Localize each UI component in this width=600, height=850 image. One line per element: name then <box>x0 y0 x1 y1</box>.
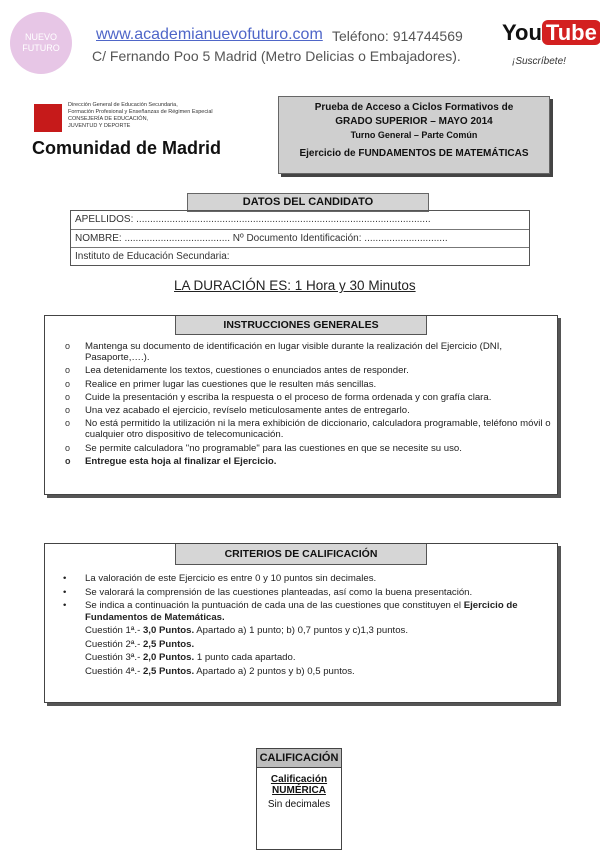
instructions-title: INSTRUCCIONES GENERALES <box>175 316 427 335</box>
criteria-b3-text: Se indica a continuación la puntuación de cada una de las cuestiones que constituyen el <box>85 600 462 611</box>
grade-no-decimals: Sin decimales <box>267 799 331 810</box>
instructions-section <box>44 315 558 495</box>
name-document-field[interactable]: NOMBRE: ...................................... Nº Documento Identificación: .............................. <box>71 230 529 249</box>
list-item <box>63 600 549 623</box>
exam-line4: Ejercicio de FUNDAMENTOS DE MATEMÁTICAS <box>299 148 529 159</box>
logo-line2: FUTURO <box>22 43 60 53</box>
list-item: o Una vez acabado el ejercicio, revíselo meticulosamente antes de entregarlo. <box>65 405 551 416</box>
question-detail: Apartado a) 1 punto; b) 0,7 puntos y c)1,3 puntos. <box>196 625 409 636</box>
madrid-department <box>68 102 213 130</box>
grade-numeric: NUMÉRICA <box>272 785 326 796</box>
list-item <box>63 625 549 637</box>
candidate-data-form <box>70 210 530 266</box>
exam-line1: Prueba de Acceso a Ciclos Formativos de <box>314 102 514 113</box>
question-label: Cuestión 1ª.- <box>85 625 141 636</box>
madrid-line3: CONSEJERÍA DE EDUCACIÓN, <box>68 116 149 122</box>
academy-website-link[interactable]: www.academianuevofuturo.com <box>96 26 323 43</box>
youtube-you: You <box>502 20 542 45</box>
list-item: o Lea detenidamente los textos, cuestiones o enunciados antes de responder. <box>65 365 551 376</box>
list-item <box>63 639 549 651</box>
madrid-flag-icon <box>34 104 62 132</box>
question-points: 2,0 Puntos. <box>142 652 195 663</box>
exam-info-box <box>278 96 550 174</box>
instructions-list <box>45 341 557 467</box>
question-points: 2,5 Puntos. <box>142 638 195 650</box>
exam-line2: GRADO SUPERIOR – MAYO 2014 <box>335 116 493 127</box>
youtube-tube: Tube <box>542 20 600 45</box>
question-label: Cuestión 3ª.- <box>85 652 141 663</box>
madrid-title: Comunidad de Madrid <box>32 138 221 158</box>
list-item: o Mantenga su documento de identificación en lugar visible durante la realización del Ejercicio (DNI, Pasaporte,….). <box>65 341 551 363</box>
school-field[interactable]: Instituto de Educación Secundaria: <box>75 251 230 262</box>
question-label: Cuestión 2ª.- <box>85 638 141 650</box>
list-item: o Entregue esta hoja al finalizar el Ejercicio. <box>65 456 551 467</box>
list-item: o Cuide la presentación y escriba la respuesta o el proceso de forma ordenada y con grafía clara. <box>65 392 551 403</box>
candidate-data-title: DATOS DEL CANDIDATO <box>187 193 429 212</box>
list-item <box>63 652 549 664</box>
grade-title: CALIFICACIÓN <box>257 749 341 768</box>
question-detail: Apartado a) 2 puntos y b) 0,5 puntos. <box>196 665 355 677</box>
exam-duration: LA DURACIÓN ES: 1 Hora y 30 Minutos <box>174 278 416 293</box>
question-points: 2,5 Puntos. <box>142 665 195 677</box>
logo-line1: NUEVO <box>24 32 57 42</box>
question-points: 3,0 Puntos. <box>142 625 195 636</box>
question-label: Cuestión 4ª.- <box>85 665 141 677</box>
academy-logo <box>10 12 72 74</box>
list-item: • Se valorará la comprensión de las cuestiones planteadas, así como la buena presentación. <box>63 587 549 599</box>
criteria-section <box>44 543 558 703</box>
grade-label: Calificación <box>270 774 328 785</box>
grade-box <box>256 748 342 850</box>
list-item: o Se permite calculadora "no programable" para las cuestiones en que se necesite su uso. <box>65 443 551 454</box>
question-detail: 1 punto cada apartado. <box>196 652 296 663</box>
youtube-logo[interactable] <box>502 20 600 46</box>
list-item: • La valoración de este Ejercicio es entre 0 y 10 puntos sin decimales. <box>63 573 549 585</box>
surname-field[interactable]: APELLIDOS: .......................................................................................................... <box>71 211 529 230</box>
academy-address: C/ Fernando Poo 5 Madrid (Metro Delicias o Embajadores). <box>92 48 461 64</box>
youtube-subscribe[interactable]: ¡Suscríbete! <box>512 56 566 67</box>
list-item <box>63 666 549 678</box>
criteria-title: CRITERIOS DE CALIFICACIÓN <box>175 544 427 565</box>
madrid-line2: Formación Profesional y Enseñanzas de Régimen Especial <box>68 109 213 115</box>
list-item: o No está permitido la utilización ni la mera exhibición de diccionario, calculadora programable, teléfono móvil o cualquier otro dispositivo de telecomunicación. <box>65 418 551 440</box>
criteria-b3-bold: Ejercicio de Fundamentos de Matemáticas. <box>85 600 518 623</box>
phone-number: Teléfono: 914744569 <box>332 28 463 44</box>
madrid-line1: Dirección General de Educación Secundaria, <box>68 102 178 108</box>
list-item: o Realice en primer lugar las cuestiones que le resulten más sencillas. <box>65 379 551 390</box>
exam-line3: Turno General – Parte Común <box>350 130 478 140</box>
criteria-list <box>45 573 557 677</box>
madrid-line4: JUVENTUD Y DEPORTE <box>68 123 131 129</box>
